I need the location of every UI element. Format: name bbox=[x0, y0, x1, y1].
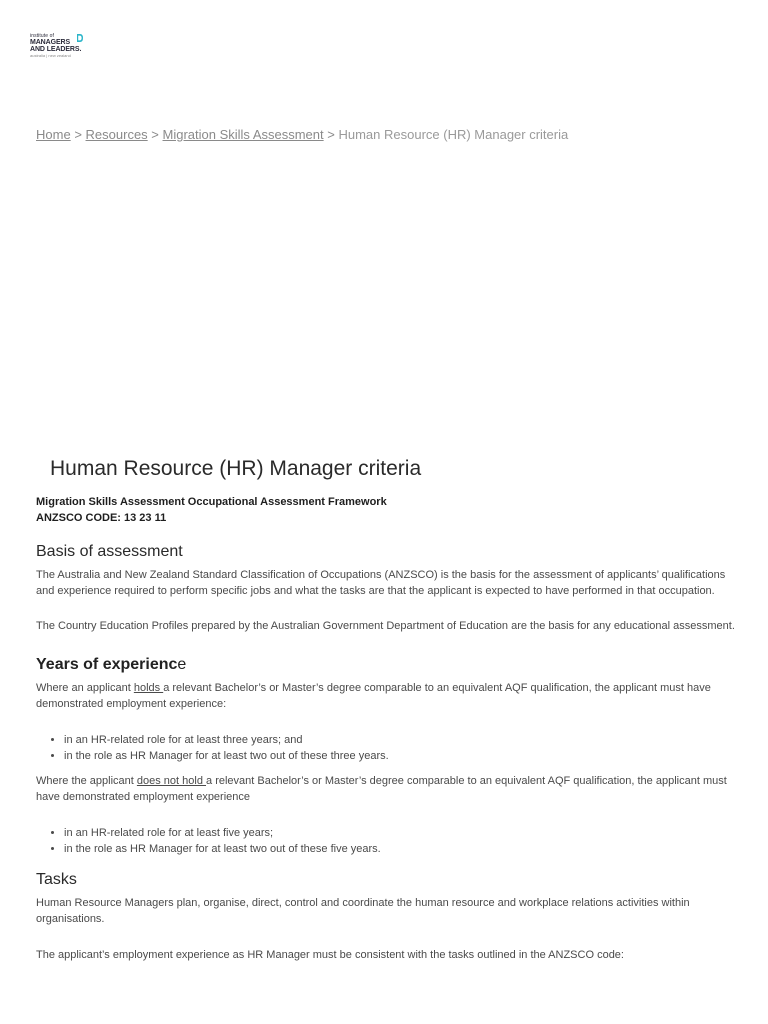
does-not-hold-link[interactable]: does not hold bbox=[136, 775, 207, 787]
site-logo[interactable] bbox=[30, 33, 90, 63]
breadcrumb bbox=[36, 127, 568, 142]
article-content bbox=[36, 540, 736, 963]
holds-link[interactable]: holds bbox=[133, 682, 164, 694]
years-paragraph-2 bbox=[36, 773, 736, 805]
experience-list-1 bbox=[36, 732, 736, 764]
breadcrumb-migration-link[interactable]: Migration Skills Assessment bbox=[162, 127, 324, 142]
breadcrumb-home-link[interactable]: Home bbox=[36, 127, 71, 142]
list-item: • in an HR-related role for at least three years; and bbox=[64, 732, 736, 748]
years-paragraph-1 bbox=[36, 680, 736, 712]
breadcrumb-current: Human Resource (HR) Manager criteria bbox=[338, 127, 569, 142]
basis-heading: Basis of assessment bbox=[36, 543, 183, 560]
years-p2-before: Where the applicant bbox=[36, 775, 137, 787]
anzsco-code: ANZSCO CODE: 13 23 11 bbox=[36, 512, 167, 524]
years-p1-after: a relevant Bachelor’s or Master’s degree comparable to an equivalent AQF qualification, the applicant must have demonstrated employment experience: bbox=[36, 682, 711, 710]
years-heading-main: Years of experienc bbox=[36, 656, 178, 673]
logo-line-1: institute of bbox=[30, 33, 54, 39]
experience-list-2 bbox=[36, 825, 736, 857]
tasks-paragraph-1: Human Resource Managers plan, organise, direct, control and coordinate the human resource and workplace relations activities within organisations. bbox=[36, 897, 690, 925]
list-item: • in the role as HR Manager for at least two out of these three years. bbox=[64, 748, 736, 764]
years-heading-last: e bbox=[177, 656, 187, 673]
years-p1-before: Where an applicant bbox=[36, 682, 134, 694]
tasks-paragraph-2: The applicant’s employment experience as HR Manager must be consistent with the tasks outlined in the ANZSCO code: bbox=[36, 949, 624, 961]
framework-subheading bbox=[36, 494, 387, 526]
framework-title: Migration Skills Assessment Occupational Assessment Framework bbox=[36, 496, 387, 508]
list-item: • in the role as HR Manager for at least two out of these five years. bbox=[64, 841, 736, 857]
breadcrumb-separator: > bbox=[151, 127, 159, 142]
logo-line-4: australia | new zealand bbox=[30, 53, 71, 58]
page-title: Human Resource (HR) Manager criteria bbox=[50, 457, 422, 480]
tasks-heading: Tasks bbox=[36, 871, 77, 888]
basis-paragraph-2: The Country Education Profiles prepared by the Australian Government Department of Education are the basis for any educational assessment. bbox=[36, 620, 735, 632]
breadcrumb-resources-link[interactable]: Resources bbox=[85, 127, 148, 142]
breadcrumb-separator: > bbox=[327, 127, 335, 142]
basis-paragraph-1: The Australia and New Zealand Standard Classification of Occupations (ANZSCO) is the basis for the assessment of applicants’ qualifications and experience required to perform specific jobs and what the tasks are that the applicant is expected to have performed in that occupation. bbox=[36, 569, 726, 597]
years-p2-after: a relevant Bachelor’s or Master’s degree comparable to an equivalent AQF qualification, the applicant must have demonstrated employment experience bbox=[36, 775, 727, 803]
list-item: • in an HR-related role for at least five years; bbox=[64, 825, 736, 841]
breadcrumb-separator: > bbox=[74, 127, 82, 142]
logo-line-2: MANAGERS bbox=[30, 39, 71, 46]
logo-line-3: AND LEADERS. bbox=[30, 46, 82, 53]
logo-mark-icon bbox=[76, 34, 83, 42]
years-heading bbox=[36, 653, 736, 677]
